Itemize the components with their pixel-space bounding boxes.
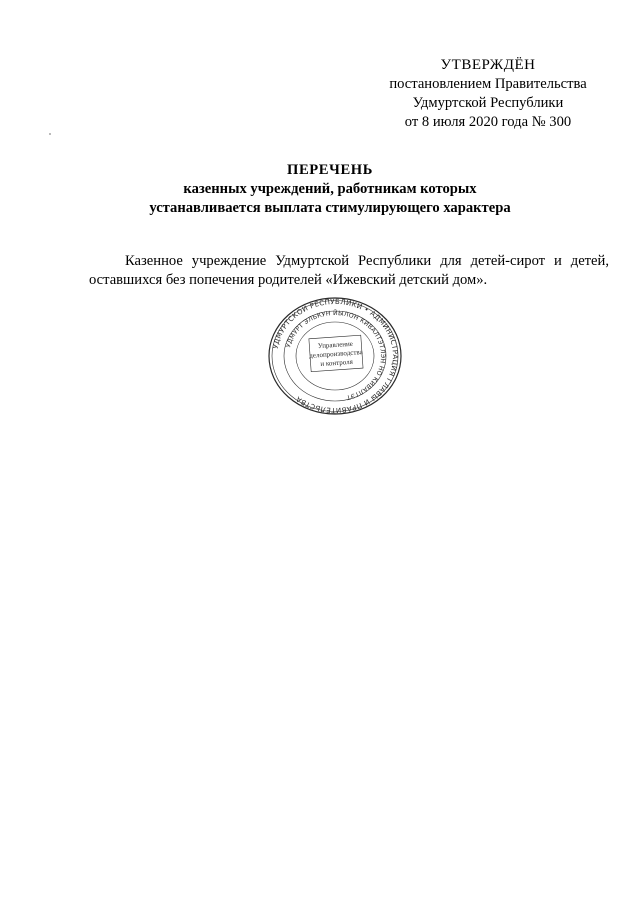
body-paragraph-text: Казенное учреждение Удмуртской Республики для детей-сирот и детей, оставшихся без попечения родителей «Ижевский детский дом». — [89, 253, 609, 288]
seal-center-line-3: и контроля — [320, 357, 354, 369]
approval-line-2: Удмуртской Республики — [412, 95, 564, 111]
approval-line-3: от 8 июля 2020 года № 300 — [404, 114, 572, 130]
body-paragraph — [89, 252, 609, 290]
approval-title: УТВЕРЖДЁН — [440, 57, 536, 73]
seal-center-line-1: Управление — [317, 339, 354, 351]
approval-block — [370, 56, 606, 132]
document-heading: ПЕРЕЧЕНЬ — [287, 162, 373, 178]
document-title — [60, 161, 600, 218]
official-seal — [266, 296, 404, 416]
document-title-line-1: казенных учреждений, работникам которых — [183, 181, 477, 197]
seal-center-line-2: делопроизводства — [309, 348, 363, 360]
seal-inner-text: УДМУРТ ЭЛЬКУН ЙЫЛОН КИВАЛТЭТЛЭН НО КИВАЛТЭТ — [285, 309, 387, 401]
margin-mark — [49, 133, 51, 135]
seal-outer-text: УДМУРТСКОЙ РЕСПУБЛИКИ • АДМИНИСТРАЦИЯ ГЛАВЫ И ПРАВИТЕЛЬСТВА — [271, 297, 400, 415]
seal-graphic — [266, 296, 404, 416]
document-title-line-2: устанавливается выплата стимулирующего характера — [149, 200, 511, 216]
approval-line-1: постановлением Правительства — [389, 76, 587, 92]
